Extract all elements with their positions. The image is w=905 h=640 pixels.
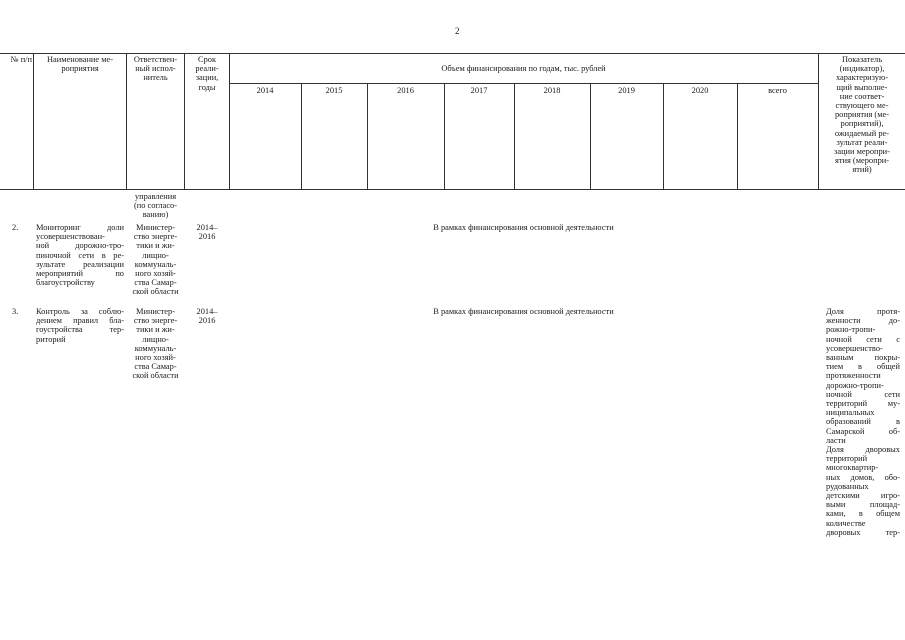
header-bottom-border [0,189,905,190]
row-funding: В рамках финансирования основной деятельности [433,223,614,232]
year-2016: 2016 [397,86,414,95]
page-number: 2 [455,26,460,36]
year-line-3 [444,83,445,189]
row-term: 2014– 2016 [196,223,218,242]
continuation-executor: управления (по согласо- ванию) [133,192,178,220]
header-funding: Объем финансирования по годам, тыс. рублей [441,64,606,73]
year-2015: 2015 [325,86,343,95]
row-executor: Министер- ство энерге- тики и жи- лищно- коммуналь- ного хозяй- ства Самар- ской области [132,223,179,297]
year-line-5 [590,83,591,189]
header-indicator: Показатель (индикатор), характеризую- щий выполне- ние соответ- ствующего ме- роприятия (ме- роприятий), ожидаемый ре- зультат реали- зации меропри- ятия (меропри- ятий) [834,55,890,175]
year-line-1 [301,83,302,189]
row-num: 2. [12,223,19,232]
header-name: Наименование ме- роприятия [46,55,114,74]
row-num: 3. [12,307,19,316]
year-line-2 [367,83,368,189]
row-indicator: Доля протя- женности до- рожно-тропи- ночной сети с усовершенство- ванным покры- тием в общей протяженности дорожно-тропи- ночной сети территорий му- ниципальных образований в Самарской об- ласти Доля дворовых территорий многоквартир- ных домов, обо- рудованных детскими игро- выми площад- ками, в общем количестве дворовых тер- [826,307,900,537]
row-funding: В рамках финансирования основной деятельности [433,307,614,316]
col-line-4 [229,53,230,189]
year-2014: 2014 [256,86,274,95]
year-line-6 [663,83,664,189]
year-line-7 [737,83,738,189]
year-2018: 2018 [543,86,561,95]
row-executor: Министер- ство энерге- тики и жи- лищно- коммуналь- ного хозяй- ства Самар- ской области [132,307,179,381]
year-line-4 [514,83,515,189]
years-top-border [229,83,818,84]
header-executor: Ответствен- ный испол- нитель [133,55,178,83]
header-term: Срок реали- зации, годы [195,55,219,92]
year-total: всего [768,86,787,95]
year-2017: 2017 [470,86,488,95]
header-num: № п/п [10,55,32,64]
row-term: 2014– 2016 [196,307,218,326]
row-name: Контроль за соблю- дением правил бла- гоустройства тер- риторий [36,307,124,344]
header-top-border [0,53,905,54]
year-2020: 2020 [691,86,709,95]
year-2019: 2019 [618,86,635,95]
row-name: Мониторинг доли усовершенствован- ной дорожно-тро- пиночной сети в ре- зультате реализации мероприятий по благоустройству [36,223,124,288]
